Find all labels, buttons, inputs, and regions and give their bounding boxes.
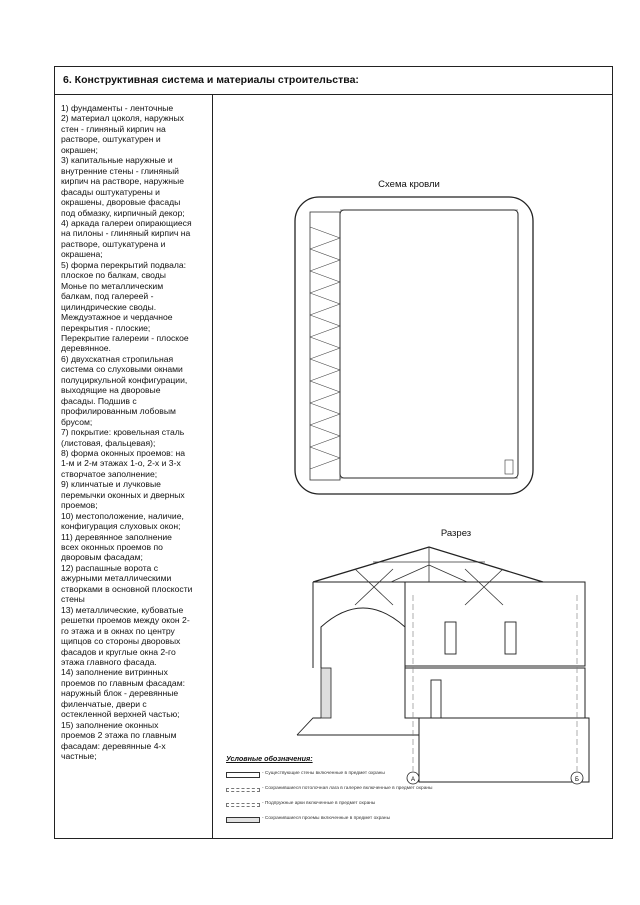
section-drawing [297,528,589,784]
spec-item: 4) аркада галереи опирающиеся на пилоны - глиняный кирпич на растворе, оштукатурена и окрашена; [61,217,192,260]
spec-item: 6) двухскатная стропильная система со слуховыми окнами полуциркульной конфигурации, выходящие на дворовые фасады. Подшив с профилированным лобовым брусом; [61,353,188,427]
spec-item: 7) покрытие: кровельная сталь (листовая, фальцевая); [61,427,185,448]
spec-item: 13) металлические, кубоватые решетки проемов между окон 2- го этажа и в окнах по центру щипцов со стороны дворовых фасадов и круглые окна 2-го этажа главного фасада. [61,604,190,668]
gable-roof [313,547,543,582]
roof-slope-hatching [310,227,340,469]
spec-item: 9) клинчатые и лучковые перемычки оконных и дверных проемов; [61,479,185,511]
document-frame [54,66,613,839]
upper-floor [405,582,585,666]
spec-item: 10) местоположение, наличие, конфигурация слуховых окон; [61,510,184,532]
spec-item: 15) заполнение оконных проемов 2 этажа по главным фасадам: деревянные 4-х частные; [61,719,177,762]
ground-door [431,680,441,718]
roof-trusses [355,547,503,605]
drawings-canvas [213,95,613,840]
axis-label-b: Б [575,777,579,783]
roof-left-wing [310,212,340,480]
spec-item: 3) капитальные наружные и внутренние стены - глиняный кирпич на растворе, наружные фасады оштукатурены и окрашены, дворовые фасады под обмазку, кирпичный декор; [61,155,185,218]
arcade-pillar [321,668,331,718]
legend-swatch-arches [226,803,260,807]
spec-item: 11) деревянное заполнение всех оконных проемов по дворовым фасадам; [61,531,172,563]
specification-column [55,95,213,838]
upper-window-1 [445,622,456,654]
roof-plan-title: Схема кровли [378,179,440,190]
roof-plan-drawing [295,179,533,494]
legend-text-walls: - Существующие стены включенные в предмет охраны [262,771,385,776]
section-title: 6. Конструктивная система и материалы строительства: [55,67,612,95]
drawings-column [213,95,612,838]
section-title-label: Разрез [440,528,472,539]
spec-item: 12) распашные ворота с ажурными металлическими створками в основной плоскости стены [61,562,193,605]
legend-text-openings: - Сохранившиеся проемы включенные в предмет охраны [262,816,391,821]
legend-text-beams: - Сохранившиеся потолочная лага в галерее включенные в предмет охраны [262,786,433,791]
spec-item: 14) заполнение витринных проемов по главным фасадам: наружный блок - деревянные филенчатые, двери с остекленной верхней частью; [61,667,185,720]
legend-swatch-openings [226,817,260,823]
specification-list [61,103,208,762]
basement [419,718,589,782]
legend-swatch-walls [226,772,260,778]
spec-item: 8) форма оконных проемов: на 1-м и 2-м этажах 1-о, 2-х и 3-х створчатое заполнение; [61,447,186,479]
legend-swatch-beams [226,788,260,792]
roof-inner-outline [340,210,518,478]
spec-item: 1) фундаменты - ленточные [61,103,174,113]
upper-window-2 [505,622,516,654]
spec-item: 5) форма перекрытий подвала: плоское по балкам, своды Монье по металлическим балкам, под галереей - цилиндрические своды. Междуэтажное и чердачное перекрытия - плоские; Перекрытие галереии - плоское деревянное. [61,259,189,354]
axis-label-a: А [410,777,416,783]
legend-text-arches: - Подпружные арки включенные в предмет охраны [262,801,376,806]
spec-item: 2) материал цоколя, наружных стен - глиняный кирпич на растворе, оштукатурен и окрашен; [61,113,184,155]
gallery-arch [321,608,405,668]
ground-floor [405,668,585,718]
legend-title: Условные обозначения: [226,754,313,763]
